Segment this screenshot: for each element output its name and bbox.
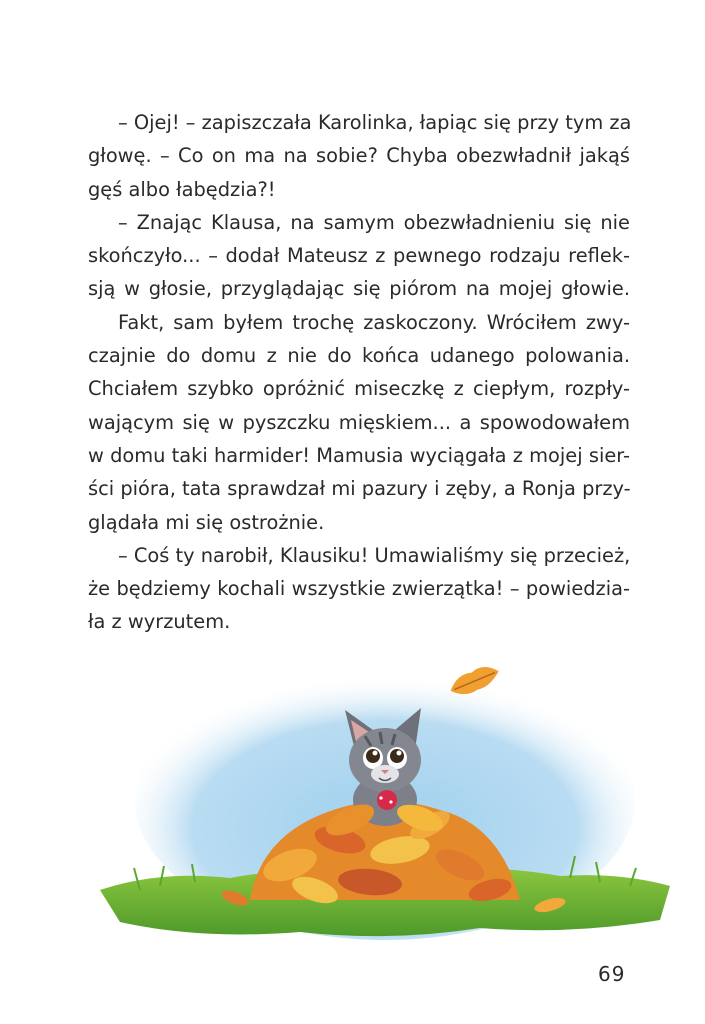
- text-line: w domu taki harmider! Mamusia wyciągała z mojej sier-: [88, 443, 630, 467]
- text-line: wającym się w pyszczku mięskiem... a spowodowałem: [88, 410, 630, 434]
- text-line: że będziemy kochali wszystkie zwierzątka! – powiedzia-: [88, 577, 630, 601]
- red-bow-tie: [377, 790, 397, 810]
- text-line: Chciałem szybko opróżnić miseczkę z ciepłym, rozpły-: [88, 377, 630, 401]
- text-line: ści pióra, tata sprawdzał mi pazury i zęby, a Ronja przy-: [88, 477, 631, 501]
- kitten-in-leaves-illustration: [100, 650, 670, 950]
- text-line: sją w głosie, przyglądając się piórom na mojej głowie.: [88, 277, 630, 301]
- text-line: glądała mi się ostrożnie.: [88, 510, 325, 534]
- text-line: – Ojej! – zapiszczała Karolinka, łapiąc się przy tym za: [118, 111, 632, 134]
- text-line: gęś albo łabędzia?!: [88, 177, 276, 201]
- text-line: – Coś ty narobił, Klausiku! Umawialiśmy się przecież,: [118, 543, 631, 567]
- story-text: [88, 106, 630, 639]
- text-line: skończyło... – dodał Mateusz z pewnego rodzaju reflek-: [88, 244, 630, 268]
- text-line: – Znając Klausa, na samym obezwładnieniu się nie: [118, 210, 630, 234]
- text-line: ła z wyrzutem.: [88, 610, 231, 634]
- text-line: głowę. – Co on ma na sobie? Chyba obezwładnił jakąś: [88, 144, 630, 168]
- text-line: czajnie do domu z nie do końca udanego polowania.: [88, 344, 630, 368]
- page-number: 69: [598, 962, 626, 986]
- text-line: Fakt, sam byłem trochę zaskoczony. Wróciłem zwy-: [118, 310, 630, 334]
